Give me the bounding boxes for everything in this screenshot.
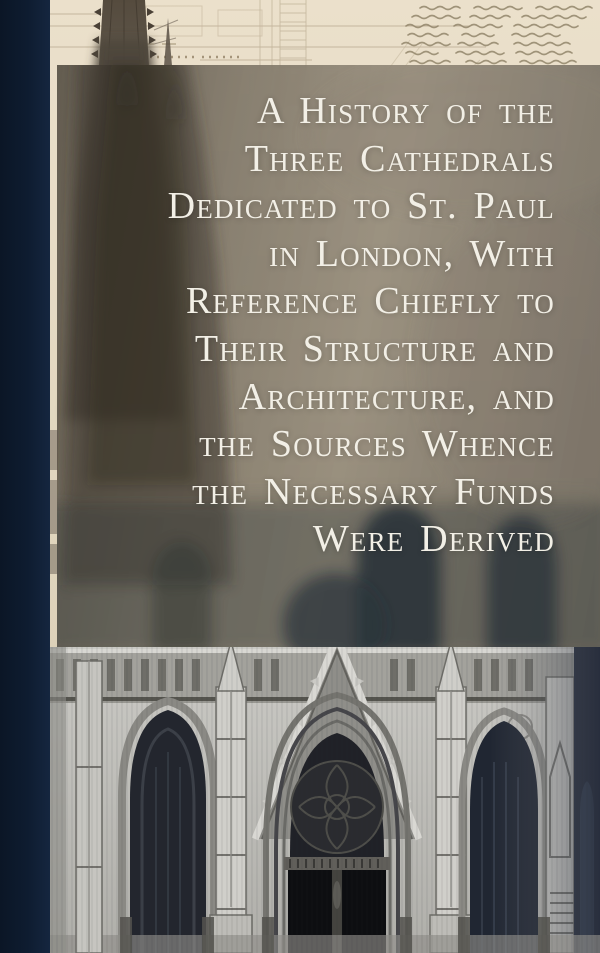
title-line: Architecture, and [238,375,555,418]
title-line: Dedicated to St. Paul [167,185,555,228]
title-line: Reference Chiefly to [186,280,555,323]
title-line: the Necessary Funds [192,470,555,513]
cover-art [50,0,600,953]
book-spine [0,0,50,953]
title-line: Their Structure and [194,327,555,370]
title-line: in London, With [269,232,555,275]
title-line: the Sources Whence [199,423,555,466]
book-title [107,88,600,564]
title-line: Three Cathedrals [244,137,555,180]
bottom-engraving-facade [50,647,600,953]
title-line: A History of the [256,90,555,132]
title-line: Were Derived [312,518,555,561]
